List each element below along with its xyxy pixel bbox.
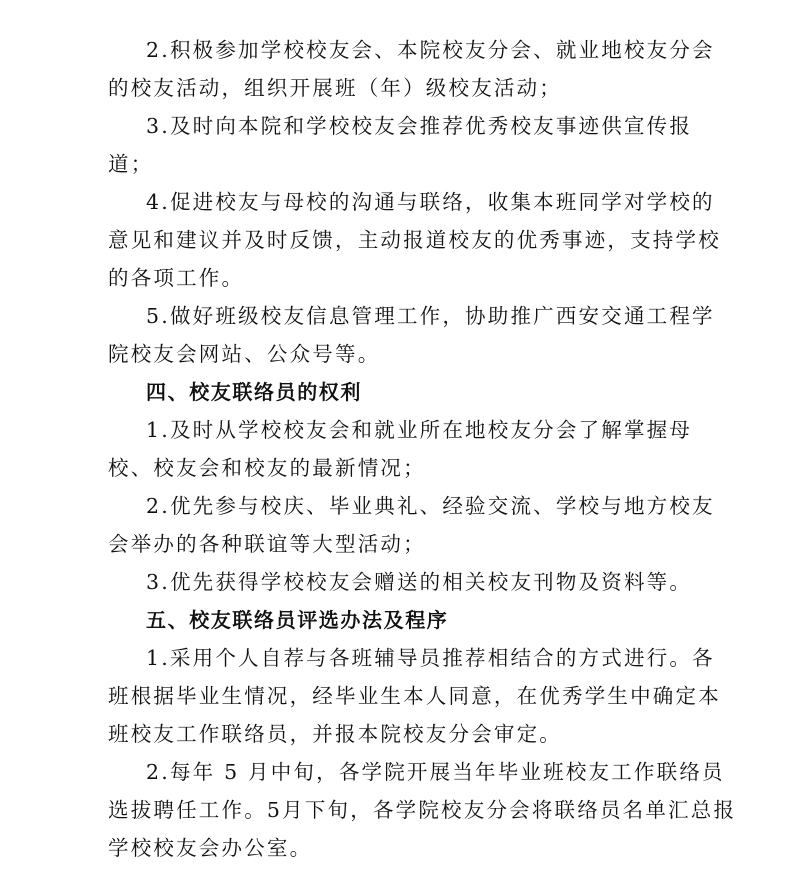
text-line: 班根据毕业生情况，经毕业生本人同意，在优秀学生中确定本 (108, 684, 721, 708)
text-line: 选拔聘任工作。5月下旬，各学院校友分会将联络员名单汇总报 (108, 798, 737, 822)
text-line: 班校友工作联络员，并报本院校友分会审定。 (108, 722, 562, 746)
text-line: 道； (108, 152, 154, 176)
text-line: 2.每年 5 月中旬，各学院开展当年毕业班校友工作联络员 (146, 760, 725, 784)
section-heading: 四、校友联络员的权利 (146, 380, 362, 404)
text-line: 校、校友会和校友的最新情况； (108, 456, 426, 480)
text-line: 2.积极参加学校校友会、本院校友分会、就业地校友分会 (146, 38, 715, 62)
section-heading: 五、校友联络员评选办法及程序 (146, 608, 449, 632)
text-line: 5.做好班级校友信息管理工作，协助推广西安交通工程学 (146, 304, 715, 328)
text-line: 意见和建议并及时反馈，主动报道校友的优秀事迹，支持学校 (108, 228, 721, 252)
text-line: 的各项工作。 (108, 266, 245, 290)
text-line: 1.采用个人自荐与各班辅导员推荐相结合的方式进行。各 (146, 646, 715, 670)
text-line: 会举办的各种联谊等大型活动； (108, 532, 426, 556)
text-line: 2.优先参与校庆、毕业典礼、经验交流、学校与地方校友 (146, 494, 715, 518)
text-line: 3.优先获得学校校友会赠送的相关校友刊物及资料等。 (146, 570, 693, 594)
text-line: 3.及时向本院和学校校友会推荐优秀校友事迹供宣传报 (146, 114, 693, 138)
text-line: 4.促进校友与母校的沟通与联络，收集本班同学对学校的 (146, 190, 715, 214)
text-line: 院校友会网站、公众号等。 (108, 342, 381, 366)
text-line: 学校校友会办公室。 (108, 836, 313, 860)
text-line: 的校友活动，组织开展班（年）级校友活动； (108, 76, 562, 100)
text-line: 1.及时从学校校友会和就业所在地校友分会了解掌握母 (146, 418, 693, 442)
